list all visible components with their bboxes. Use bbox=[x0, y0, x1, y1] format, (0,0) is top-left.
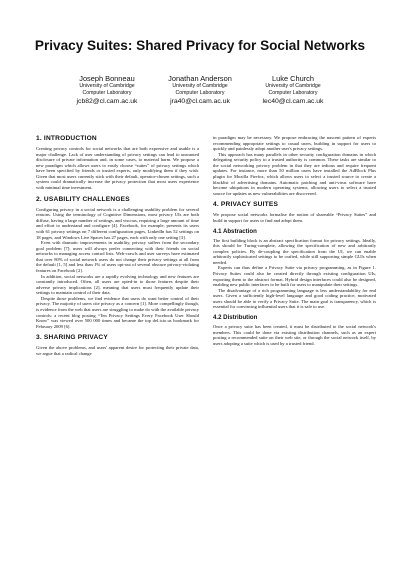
left-column bbox=[36, 135, 199, 357]
paragraph: Despite those problems, we find evidence that users do want better control of their privacy. The majority of users cite privacy as a concern [1]. More compellingly though, is evidence from the web that users are struggling to make do with the available privacy controls: a recent blog posting “Ten Privacy Settings Every Facebook User Should Know” was viewed over 500 000 times and became the top del.icio.us bookmark for February 2009 [6]. bbox=[36, 295, 199, 329]
paragraph: The disadvantage of a rich programming language is less understandability for end users. Given a sufficiently high-level language and good coding practice, motivated users should be able to verify a Privacy Suite. The main goal is transparency, which is essential for convincing influential users that it is safe to use. bbox=[213, 287, 376, 310]
paragraph: Once a privacy suite has been created, it must be distributed to the social network's members. This could be done via existing distribution channels, such as an expert posting a recommended suite on their web site, or through the social network itself, by users adopting a suite which is used by a trusted friend. bbox=[213, 324, 376, 346]
paragraph: Even with dramatic improvements in usability, privacy suffers from the secondary goal problem [7]; users will always prefer connecting with their friends on social networks to managing access control lists. Web-crawls and user surveys have estimated that over 80% of social network users do not change their privacy settings at all from the default [1, 5] and less than 1% of users opt-out of several obscure privacy-violating features on Facebook [2]. bbox=[36, 240, 199, 273]
author-department: Computer Laboratory bbox=[175, 90, 225, 97]
right-column bbox=[213, 135, 376, 346]
author-name: Joseph Bonneau bbox=[79, 74, 135, 83]
author-name: Luke Church bbox=[272, 74, 314, 83]
paper-title: Privacy Suites: Shared Privacy for Social Networks bbox=[34, 38, 366, 53]
author-block bbox=[0, 75, 400, 117]
subsection-heading-distribution: 4.2 Distribution bbox=[213, 314, 258, 322]
subsection-heading-abstraction: 4.1 Abstraction bbox=[213, 227, 257, 235]
paragraph: We propose social networks formalise the notion of shareable “Privacy Suites” and build in support for users to find and adopt them. bbox=[213, 212, 376, 223]
author-3 bbox=[228, 75, 358, 105]
paragraph: in paradigm may be necessary. We propose embracing the nascent pattern of experts recommending appropriate settings to casual users, building in support for users to quickly and painlessly adopt another user's privacy settings. bbox=[213, 135, 376, 152]
paragraph: Experts can thus define a Privacy Suite via privacy programming, as in Figure 1. Privacy Suites could also be created directly through existing configuration UIs, exporting them to the abstract format. Hybrid design interfaces could also be designed, enabling new public interfaces to be built for users to manipulate their settings. bbox=[213, 265, 376, 288]
section-heading-sharing-privacy: 3. SHARING PRIVACY bbox=[36, 334, 108, 342]
paragraph: In addition, social networks are a rapidly evolving technology and new features are constantly introduced. Often, all users are opted-in to those features despite their adverse privacy implications [2], meaning that users must frequently update their settings to maintain control of their data. bbox=[36, 273, 199, 296]
author-affiliation: University of Cambridge bbox=[172, 82, 228, 89]
author-name: Jonathan Anderson bbox=[168, 74, 232, 83]
author-affiliation: University of Cambridge bbox=[265, 82, 321, 89]
author-department: Computer Laboratory bbox=[82, 90, 132, 97]
section-heading-usability: 2. USABILITY CHALLENGES bbox=[36, 195, 130, 203]
author-email: jcb82@cl.cam.ac.uk bbox=[76, 97, 138, 105]
paragraph: This approach has many parallels in other security configuration domains in which delegating security policy to a trusted authority is common. These tasks are similar to the social networking privacy problem in that they are tedious and require frequent updates. For instance, more than 50 million users have installed the AdBlock Plus plugin for Mozilla Firefox, which allows users to select a trusted source to create a blacklist of advertising domains. Automatic patching and anti-virus software have become ubiquitous in modern operating systems, allowing users to select a trusted source for updates as new vulnerabilities are discovered. bbox=[213, 151, 376, 196]
paragraph: Configuring privacy in a social network is a challenging usability problem for several reasons. Using the terminology of Cognitive Dimensions, most privacy UIs are both diffuse, having a large number of settings, and viscous, requiring a large amount of time and effort to understand and configure [4]. Facebook, for example, presents its users with 61 privacy settings on 7 different configuration pages, LinkedIn has 52 settings on 18 pages, and Windows Live Spaces has 27 pages, each with only one setting [3]. bbox=[36, 206, 199, 240]
section-heading-privacy-suites: 4. PRIVACY SUITES bbox=[213, 201, 279, 209]
paragraph: Creating privacy controls for social networks that are both expressive and usable is a major challenge. Lack of user understanding of privacy settings can lead to unwanted disclosure of private information and, in some cases, to material harm. We propose a new paradigm which allows users to easily choose “suites” of privacy settings which have been specified by friends or trusted experts, only modifying them if they wish. Given that most users currently stick with their default, operator-chosen settings, such a system could dramatically increase the privacy protection that most users experience with minimal time investment. bbox=[36, 146, 199, 191]
paragraph: The first building block is an abstract specification format for privacy settings. Ideally, this should be Turing-complete, allowing the specification of new and arbitrarily complex policies. By de-coupling the specification from the UI, we can enable arbitrarily sophisticated settings to be crafted, while still supporting simple GUIs when needed. bbox=[213, 237, 376, 265]
author-affiliation: University of Cambridge bbox=[79, 82, 135, 89]
author-email: lec40@cl.cam.ac.uk bbox=[262, 97, 324, 105]
section-heading-introduction: 1. INTRODUCTION bbox=[36, 135, 97, 142]
author-department: Computer Laboratory bbox=[268, 90, 318, 97]
paragraph: Given the above problems, and users' apparent desire for protecting their private data, we argue that a radical change bbox=[36, 345, 199, 356]
author-email: jra40@cl.cam.ac.uk bbox=[170, 97, 230, 105]
